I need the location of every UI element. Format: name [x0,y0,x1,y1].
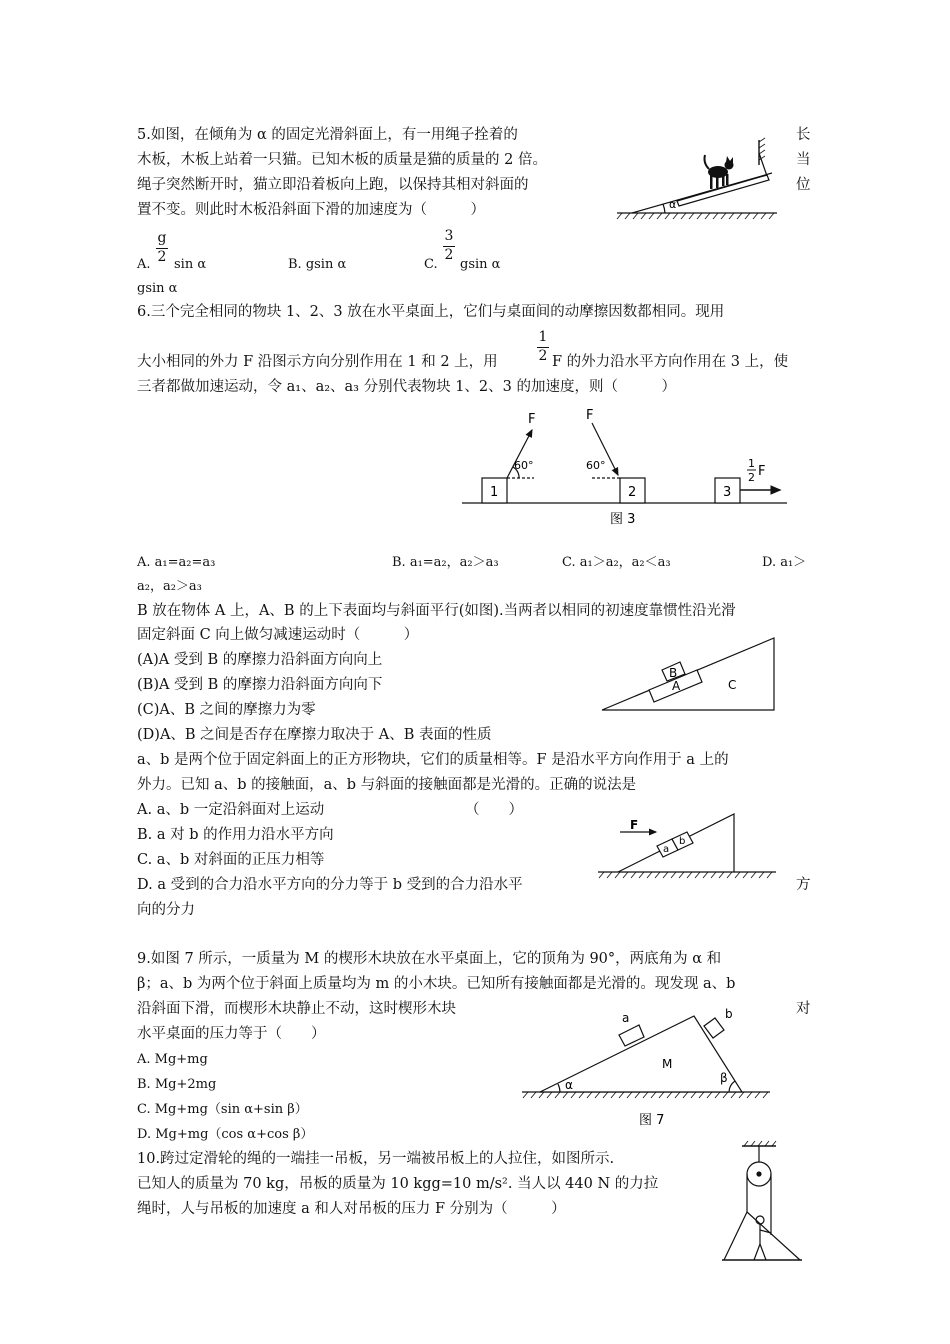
q8-figure [598,812,788,887]
q8-stem-line2: 外力。已知 a、b 的接触面，a、b 与斜面的接触面都是光滑的。正确的说法是 [137,777,637,793]
ground-hatch [523,1092,768,1098]
q6-block1-label: 1 [490,485,499,500]
q8-option-d-cont: 向的分力 [137,902,195,918]
q6-angle2-label: 60° [586,459,606,472]
q8-stem-line1: a、b 是两个位于固定斜面上的正方形物块，它们的质量相等。F 是沿水平方向作用于 a 上的 [137,752,729,768]
q7-stem-line1: B 放在物体 A 上，A、B 的上下表面均与斜面平行(如图).当两者以相同的初速度靠惯性沿光滑 [137,603,736,619]
q6-block3-label: 3 [723,485,732,500]
hanger-right [747,1212,800,1260]
q6-f2-label: F [586,408,594,423]
q8-option-a: A. a、b 一定沿斜面对上运动 [137,802,325,818]
q9-fig-m: M [662,1057,673,1071]
q9-fig-b: b [725,1007,733,1021]
q9-stem-line3: 沿斜面下滑，而楔形木块静止不动，这时楔形木块 [137,1001,456,1017]
q7-option-c: (C)A、B 之间的摩擦力为零 [137,702,316,718]
q5-option-a-num: g [157,230,167,246]
q9-stem-line3-right: 对 [796,1001,811,1017]
q9-fig-beta: β [720,1071,728,1085]
q6-f1-label: F [528,412,536,427]
q6-half-f: F [758,464,766,479]
q7-option-d: (D)A、B 之间是否存在摩擦力取决于 A、B 表面的性质 [137,727,492,743]
q8-option-d-right: 方 [796,877,811,893]
q8-option-c: C. a、b 对斜面的正压力相等 [137,852,325,868]
q5-option-d: gsin α [137,281,178,296]
q7-stem-line2: 固定斜面 C 向上做匀减速运动时（ ） [137,627,419,643]
block-b [704,1018,724,1038]
q8-option-b: B. a 对 b 的作用力沿水平方向 [137,827,334,843]
q7-figure [602,630,782,715]
q6-figure-caption: 图 3 [610,512,636,527]
q6-block2-label: 2 [628,485,637,500]
q5-option-c-suffix: gsin α [460,257,501,272]
q5-stem-line1-right: 长 [796,127,811,143]
q6-option-a: A. a₁=a₂=a₃ [137,555,216,570]
q9-option-b: B. Mg+2mg [137,1077,217,1092]
q9-stem-line1: 9.如图 7 所示，一质量为 M 的楔形木块放在水平桌面上，它的顶角为 90°，两底角为 α 和 [137,951,722,967]
ground-hatch [617,213,774,219]
q5-option-b: B. gsin α [288,257,347,272]
q5-stem-line3: 绳子突然断开时，猫立即沿着板向上跑，以保持其相对斜面的 [137,177,529,193]
q8-option-d: D. a 受到的合力沿水平方向的分力等于 b 受到的合力沿水平 [137,877,523,893]
person-icon [754,1216,771,1260]
q5-option-a-prefix: A. [137,257,151,272]
q7-fig-b: B [669,666,678,680]
rope [759,153,767,176]
q6-angle1-label: 60° [514,459,534,472]
q9-option-d: D. Mg+mg（cos α+cos β） [137,1127,314,1142]
angle-arc [663,204,665,213]
q10-stem-line1: 10.跨过定滑轮的绳的一端挂一吊板，另一端被吊板上的人拉住，如图所示. [137,1151,615,1167]
q8-fig-a: a [663,844,670,855]
q9-figure [522,1000,772,1130]
q6-option-b: B. a₁=a₂，a₂＞a₃ [392,555,499,570]
q6-half-den: 2 [748,471,755,484]
q5-stem-line4: 置不变。则此时木板沿斜面下滑的加速度为（ ） [137,202,485,218]
q5-stem-line1: 5.如图，在倾角为 α 的固定光滑斜面上，有一用绳子拴着的 [137,127,518,143]
cat-icon [705,155,734,189]
q6-figure [462,405,792,530]
q5-option-c-num: 3 [444,228,454,244]
q10-stem-line2: 已知人的质量为 70 kg，吊板的质量为 10 kgg=10 m/s². 当人以 440 N 的力拉 [137,1176,659,1192]
q7-fig-a: A [672,679,681,693]
q8-fig-b: b [679,836,686,847]
q6-stem-line1: 6.三个完全相同的物块 1、2、3 放在水平桌面上，它们与桌面间的动摩擦因数都相同。现用 [137,304,725,320]
q9-fig-a: a [622,1011,630,1025]
q9-option-c: C. Mg+mg（sin α+sin β） [137,1102,308,1117]
q7-option-a: (A)A 受到 B 的摩擦力沿斜面方向向上 [137,652,383,668]
q5-option-a-den: 2 [157,249,167,265]
q6-option-d: D. a₁＞ [762,555,807,570]
q5-stem-line3-right: 位 [796,177,811,193]
q5-option-c-prefix: C. [424,257,438,272]
q5-stem-line2-right: 当 [796,152,811,168]
q8-fig-f: F [630,818,639,832]
q6-half-num: 1 [748,457,755,470]
q5-figure [617,135,787,230]
q5-fig-alpha: α [669,198,677,211]
q7-option-b: (B)A 受到 B 的摩擦力沿斜面方向向下 [137,677,383,693]
q7-fig-c: C [728,678,737,692]
q10-stem-line3: 绳时，人与吊板的加速度 a 和人对吊板的压力 F 分别为（ ） [137,1201,566,1217]
q5-stem-line2: 木板，木板上站着一只猫。已知木板的质量是猫的质量的 2 倍。 [137,152,547,168]
q5-option-c-den: 2 [444,247,454,263]
q6-stem-line2b: F 的外力沿水平方向作用在 3 上，使 [552,354,789,370]
q6-option-c: C. a₁＞a₂，a₂＜a₃ [562,555,671,570]
q6-stem-line2a: 大小相同的外力 F 沿图示方向分别作用在 1 和 2 上，用 [137,354,498,370]
q5-option-a-suffix: sin α [174,257,207,272]
hanger-left [724,1212,747,1260]
q9-stem-line2: β；a、b 为两个位于斜面上质量均为 m 的小木块。已知所有接触面都是光滑的。现发现 a、b [137,976,736,992]
q9-figure-caption: 图 7 [639,1113,665,1128]
ground-hatch [599,872,772,878]
q9-option-a: A. Mg+mg [137,1052,208,1067]
q9-stem-line4: 水平桌面的压力等于（ ） [137,1026,326,1042]
q6-frac-num: 1 [538,329,548,345]
q6-stem-line3: 三者都做加速运动，令 a₁、a₂、a₃ 分别代表物块 1、2、3 的加速度，则（ ） [137,379,676,395]
q6-frac-den: 2 [538,348,548,364]
q9-fig-alpha: α [565,1078,573,1092]
q8-option-a-paren: （ ） [465,802,523,818]
q6-option-d-cont: a₂，a₂＞a₃ [137,579,202,594]
q10-figure [720,1140,810,1270]
